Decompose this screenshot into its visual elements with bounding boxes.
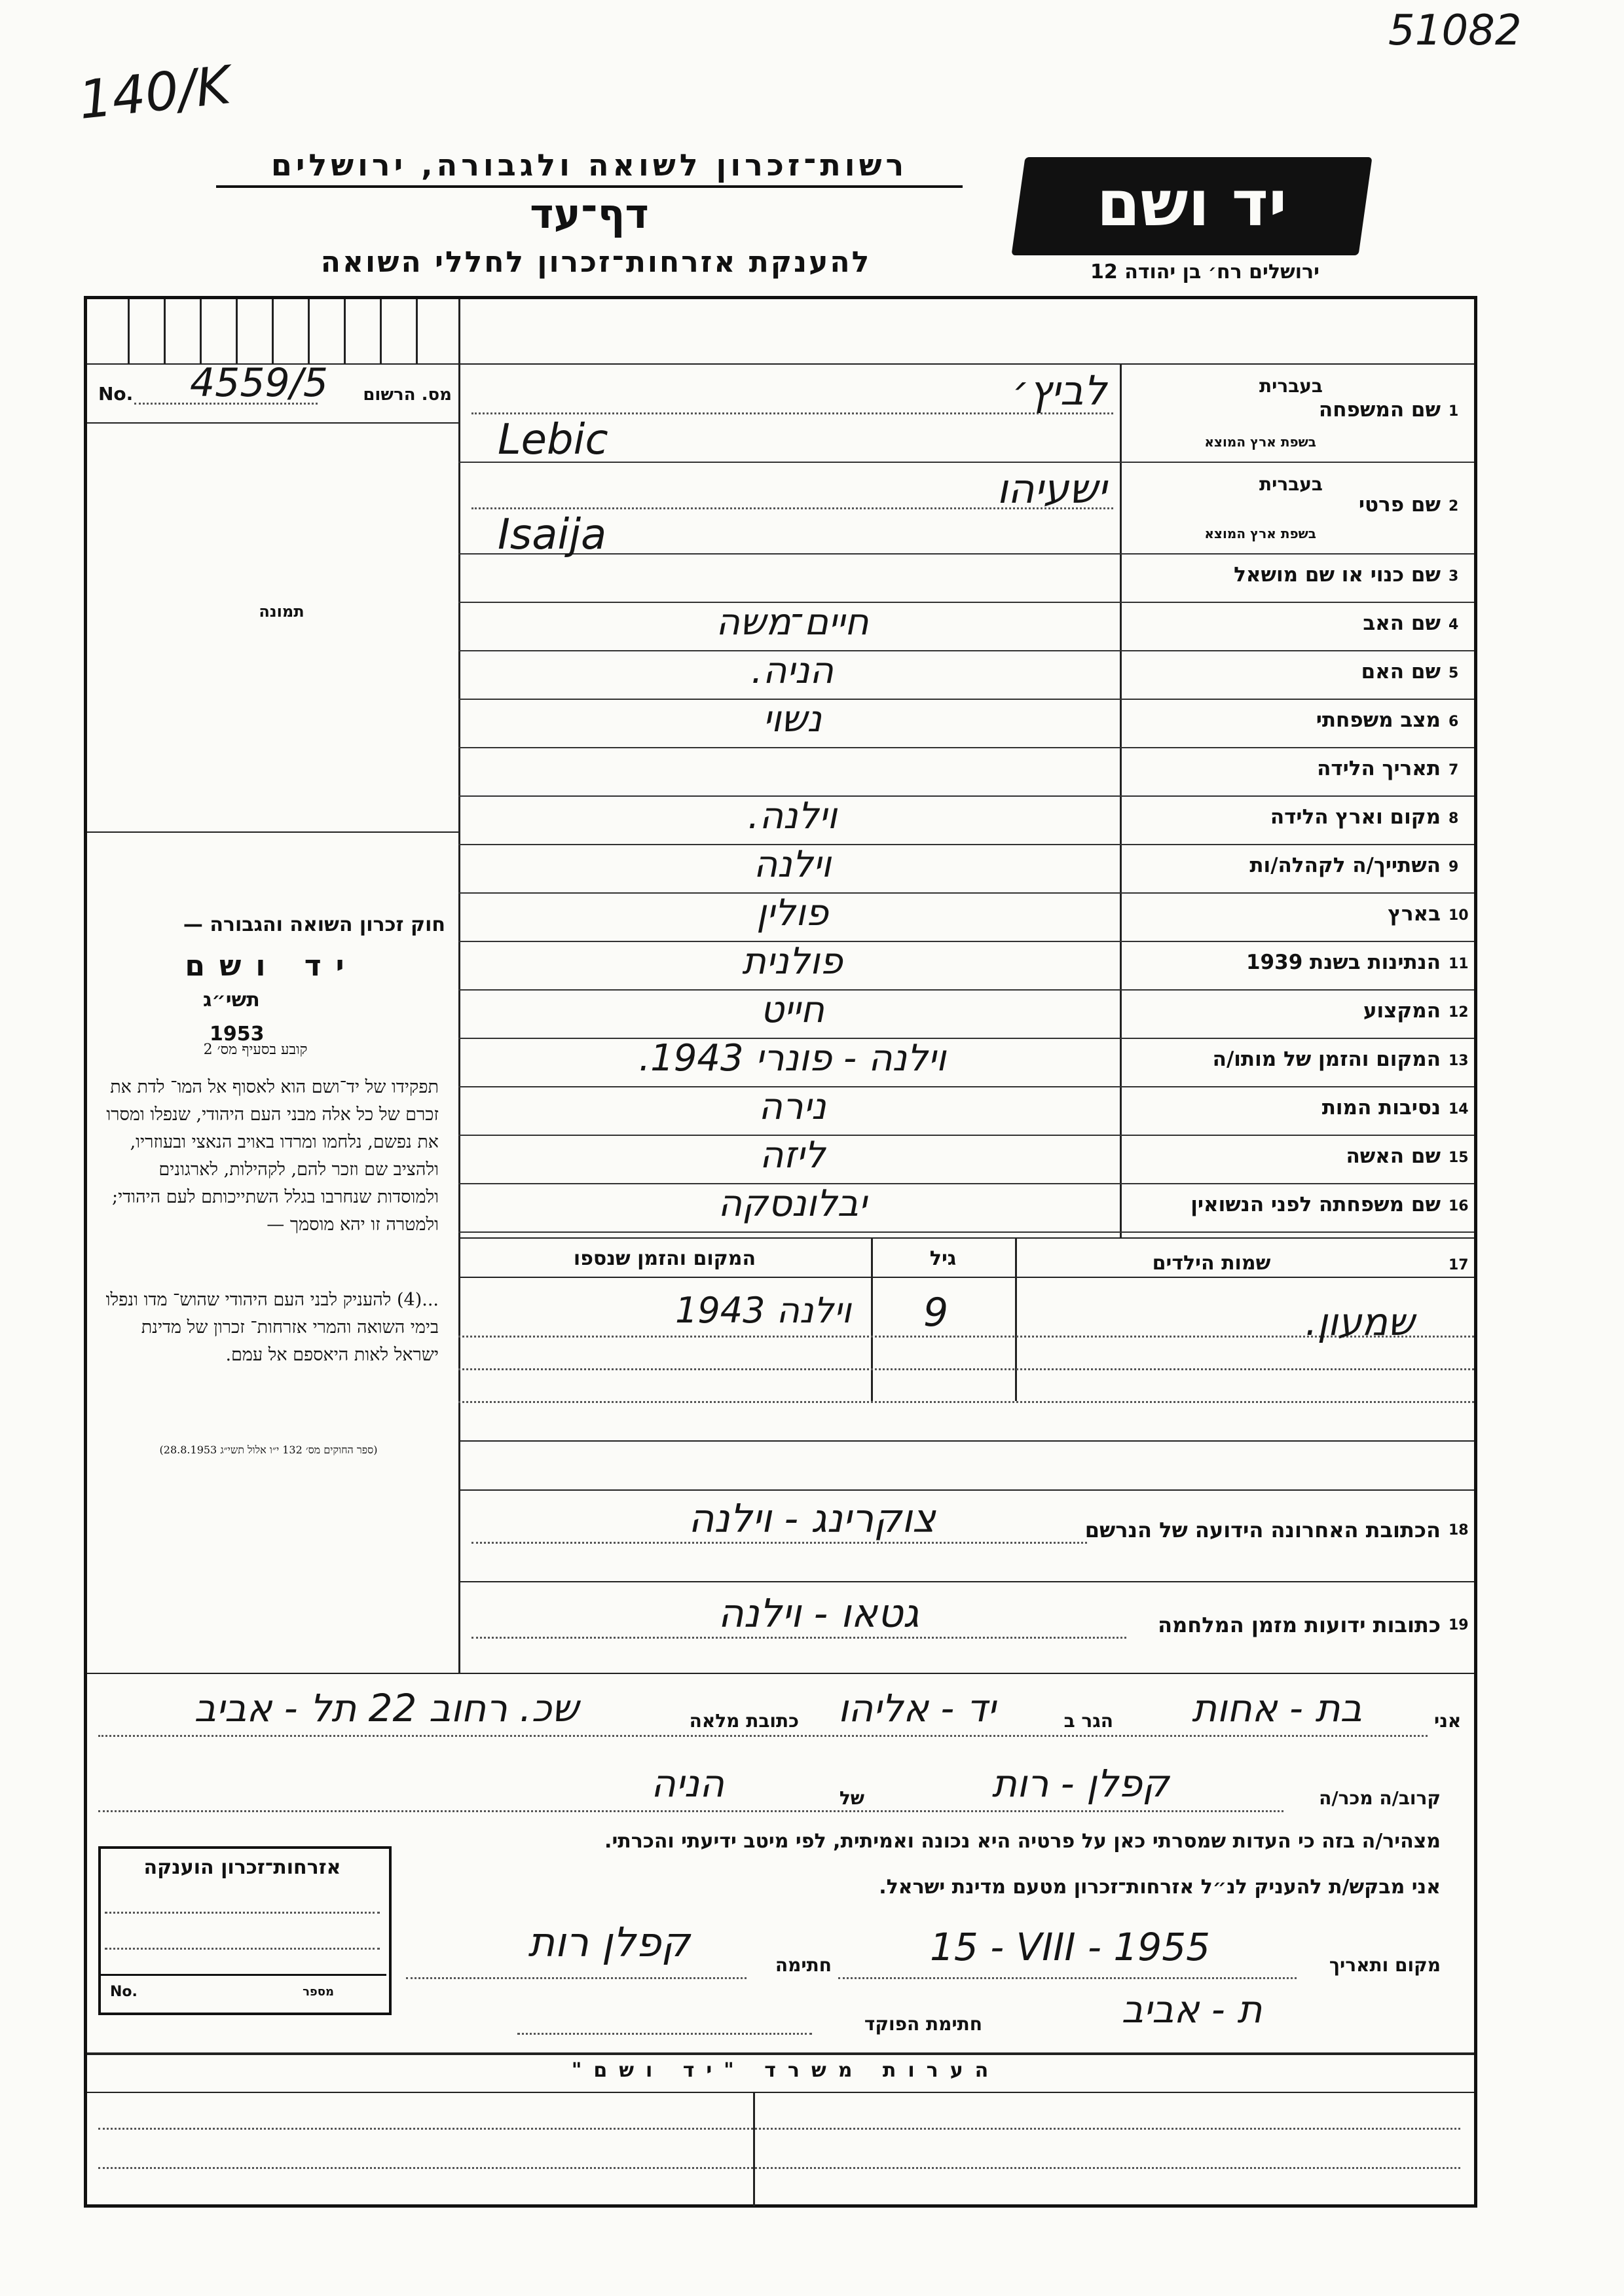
law-citation: (ספר החוקים מס׳ 132 י״ו אלול תשי״ג 28.8.1953) [159, 1444, 378, 1456]
field-row-line [458, 462, 1474, 463]
field-label: המקצוע [1363, 999, 1441, 1023]
field-label: שם המשפחה [1318, 398, 1441, 422]
child-age-1: 9 [923, 1290, 949, 1336]
field-number: 15 [1449, 1150, 1469, 1166]
field-row-line [458, 747, 1474, 748]
law-year: 1953 [210, 1023, 265, 1046]
place-date-label: מקום ותאריך [1329, 1954, 1441, 1976]
officer-place-value: ת - אביב [1121, 1987, 1263, 2032]
children-header-name: שמות הילדים [1152, 1252, 1271, 1275]
photo-label: תמונה [259, 602, 304, 621]
field-value: חייט [760, 989, 824, 1031]
field-label: נסיבות המות [1321, 1096, 1441, 1120]
field-value: פולין [756, 892, 828, 934]
form-title: דף־עד [530, 190, 649, 238]
relative-value: קפלן - רות [991, 1761, 1170, 1806]
field-value: הניה. [751, 649, 834, 692]
registration-number: 4559/5 [190, 360, 329, 406]
declaration-top-line [87, 1673, 1474, 1674]
resides-value: יד - אליהו [838, 1686, 996, 1730]
field-row-line [458, 1231, 1474, 1233]
field-number: 10 [1449, 907, 1469, 924]
grant-box-title: אזרחות־זכרון הוענקה [143, 1856, 341, 1879]
office-notes-title: הערות משרד "יד ושם" [571, 2059, 1001, 2082]
field-number: 13 [1449, 1053, 1469, 1069]
war-address-label: כתובות ידועות מזמן המלחמה [1158, 1613, 1441, 1637]
child-place-1: וילנה 1943 [675, 1290, 851, 1331]
field-sub-local-label: בשפת ארץ המוצא [1204, 526, 1316, 541]
field-sub-hebrew-label: בעברית [1259, 375, 1323, 397]
logo-text: יד ושם [1096, 167, 1287, 240]
field-label: שם האב [1363, 611, 1441, 635]
signature-label: חתימה [775, 1954, 832, 1976]
field-value: נשוי [763, 698, 822, 740]
full-address-label: כתובת מלאה [689, 1710, 799, 1732]
children-field-number: 17 [1449, 1257, 1469, 1273]
field-number: 5 [1449, 665, 1459, 682]
archive-reference-number: 51082 [1388, 7, 1522, 55]
law-text-paragraph-1: תפקידו של יד־ושם הוא לאסוף אל המו־ לדת את זכרם של כל אלה מבני העם היהודי, שנפלו ומסרו את נפשם, נלחמו ומרדו באויב הנאצי ובעוזריו, ולהציב שם וזכר להם, לקהילות, לארגונים ולמוסדות שנחרבו בגלל השתייכותם לעם היהודי; ולמטרה זו יהא מוסמך — [106, 1077, 439, 1235]
field-number: 12 [1449, 1004, 1469, 1021]
field-label: בארץ [1388, 902, 1441, 926]
place-date-value: 15 - VIII - 1955 [930, 1925, 1211, 1969]
authority-line: רשות־זכרון לשואה ולגבורה, ירושלים [216, 147, 963, 188]
field-number: 11 [1449, 956, 1469, 972]
children-header-place: המקום והזמן שנספו [573, 1247, 756, 1270]
field-sub-hebrew-label: בעברית [1259, 473, 1323, 495]
last-address-value: צוקרינג - וילנה [688, 1496, 936, 1542]
field-label: הנתינות בשנת 1939 [1246, 951, 1441, 974]
relative-label: קרוב/ה מכר/ה [1319, 1787, 1441, 1809]
declaration-statement-2: אני מבקש/ת להעניק לנ״ל אזרחות־זכרון מטעם מדינת ישראל. [879, 1876, 1441, 1899]
declaration-statement-1: מצהיר/ה בזה כי העדות שמסרתי כאן על פרטיה היא נכונה ואמיתית, לפי מיטב ידיעתי והכרתי. [604, 1830, 1441, 1853]
field-value: ליזה [759, 1134, 826, 1176]
field-value-hebrew: לביץ׳ [1012, 367, 1107, 414]
field-number: 9 [1449, 859, 1459, 875]
archive-mark: 140/K [75, 54, 234, 131]
of-value: הניה [651, 1761, 724, 1806]
field-value-local: Isaija [498, 511, 607, 559]
field-value: נירה [758, 1085, 826, 1128]
field-value: יבלונסקה [718, 1182, 867, 1225]
grant-no-label: No. [110, 1984, 138, 2000]
declarant-signature: קפלן רות [528, 1918, 690, 1966]
field-label: מקום וארץ הלידה [1270, 805, 1441, 829]
field-value: וילנה [753, 843, 832, 886]
field-label: מצב משפחתי [1316, 708, 1441, 732]
last-address-field-number: 18 [1449, 1522, 1469, 1539]
field-sub-local-label: בשפת ארץ המוצא [1204, 434, 1316, 450]
law-name: יד ושם [185, 949, 359, 983]
field-row-line [458, 553, 1474, 555]
field-label: שם כנוי או שם מושאל [1234, 563, 1441, 587]
left-column-divider [458, 299, 460, 1517]
field-value-local: Lebic [498, 416, 608, 464]
of-label: של [839, 1787, 864, 1809]
field-number: 7 [1449, 762, 1459, 778]
field-number: 16 [1449, 1198, 1469, 1214]
field-number: 8 [1449, 811, 1459, 827]
field-value: וילנה - פונרי 1943. [638, 1037, 946, 1080]
field-label: המקום והזמן של מותו/ה [1212, 1048, 1441, 1071]
field-label: שם פרטי [1358, 493, 1441, 517]
field-number: 14 [1449, 1101, 1469, 1118]
label-column-divider [1120, 363, 1122, 1237]
officer-signature-label: חתימת הפוקד [864, 2013, 982, 2035]
field-value-hebrew: ישעיהו [997, 465, 1107, 513]
grant-number-label: מספר [303, 1985, 334, 1999]
children-header-age: גיל [929, 1247, 957, 1270]
field-number: 2 [1449, 498, 1459, 515]
resides-label: הגר ב [1063, 1710, 1113, 1732]
field-label: שם משפחתה לפני הנשואין [1190, 1193, 1441, 1216]
field-number: 6 [1449, 714, 1459, 730]
field-number: 3 [1449, 568, 1459, 585]
field-label: שם האם [1361, 660, 1441, 683]
field-number: 4 [1449, 617, 1459, 633]
war-address-field-number: 19 [1449, 1617, 1469, 1633]
law-year-hebrew: תשי״ג [203, 989, 260, 1011]
last-address-label: הכתובת האחרונה הידועה של הנרשם [1084, 1518, 1441, 1542]
law-text-paragraph-2: ...(4) להעניק לבני העם היהודי שהוש־ מדו ונפלו בימי השואה והמרי אזרחות־ זכרון של מדינת ישראל לאות היאספם אל עמם. [105, 1290, 439, 1365]
law-clause: קובע בסעיף מס׳ 2 [203, 1042, 308, 1058]
field-label: שם האשה [1346, 1144, 1441, 1168]
registration-label: מס. הרשום [363, 385, 452, 405]
war-address-value: גטאו - וילנה [718, 1591, 919, 1637]
field-label: השתייך/ה לקהלה/ות [1249, 854, 1441, 877]
field-number: 1 [1449, 403, 1459, 420]
law-title: חוק זכרון השואה והגבורה — [183, 913, 445, 936]
child-name-1: שמעון. [1305, 1300, 1414, 1344]
field-label: תאריך הלידה [1317, 757, 1441, 780]
field-value: חיים־משה [716, 601, 869, 644]
field-value: פולנית [742, 940, 843, 983]
office-address: ירושלים רח׳ בן יהודה 12 [1090, 261, 1320, 283]
field-value: וילנה. [747, 795, 838, 837]
declaration-ani: אני [1434, 1710, 1462, 1732]
registration-no-label: No. [98, 383, 134, 405]
full-address-value: שכ. רחוב 22 תל - אביב [194, 1686, 579, 1730]
declarant-name: בת - אחות [1191, 1686, 1363, 1730]
form-subtitle: להענקת אזרחות־זכרון לחללי השואה [320, 246, 872, 279]
